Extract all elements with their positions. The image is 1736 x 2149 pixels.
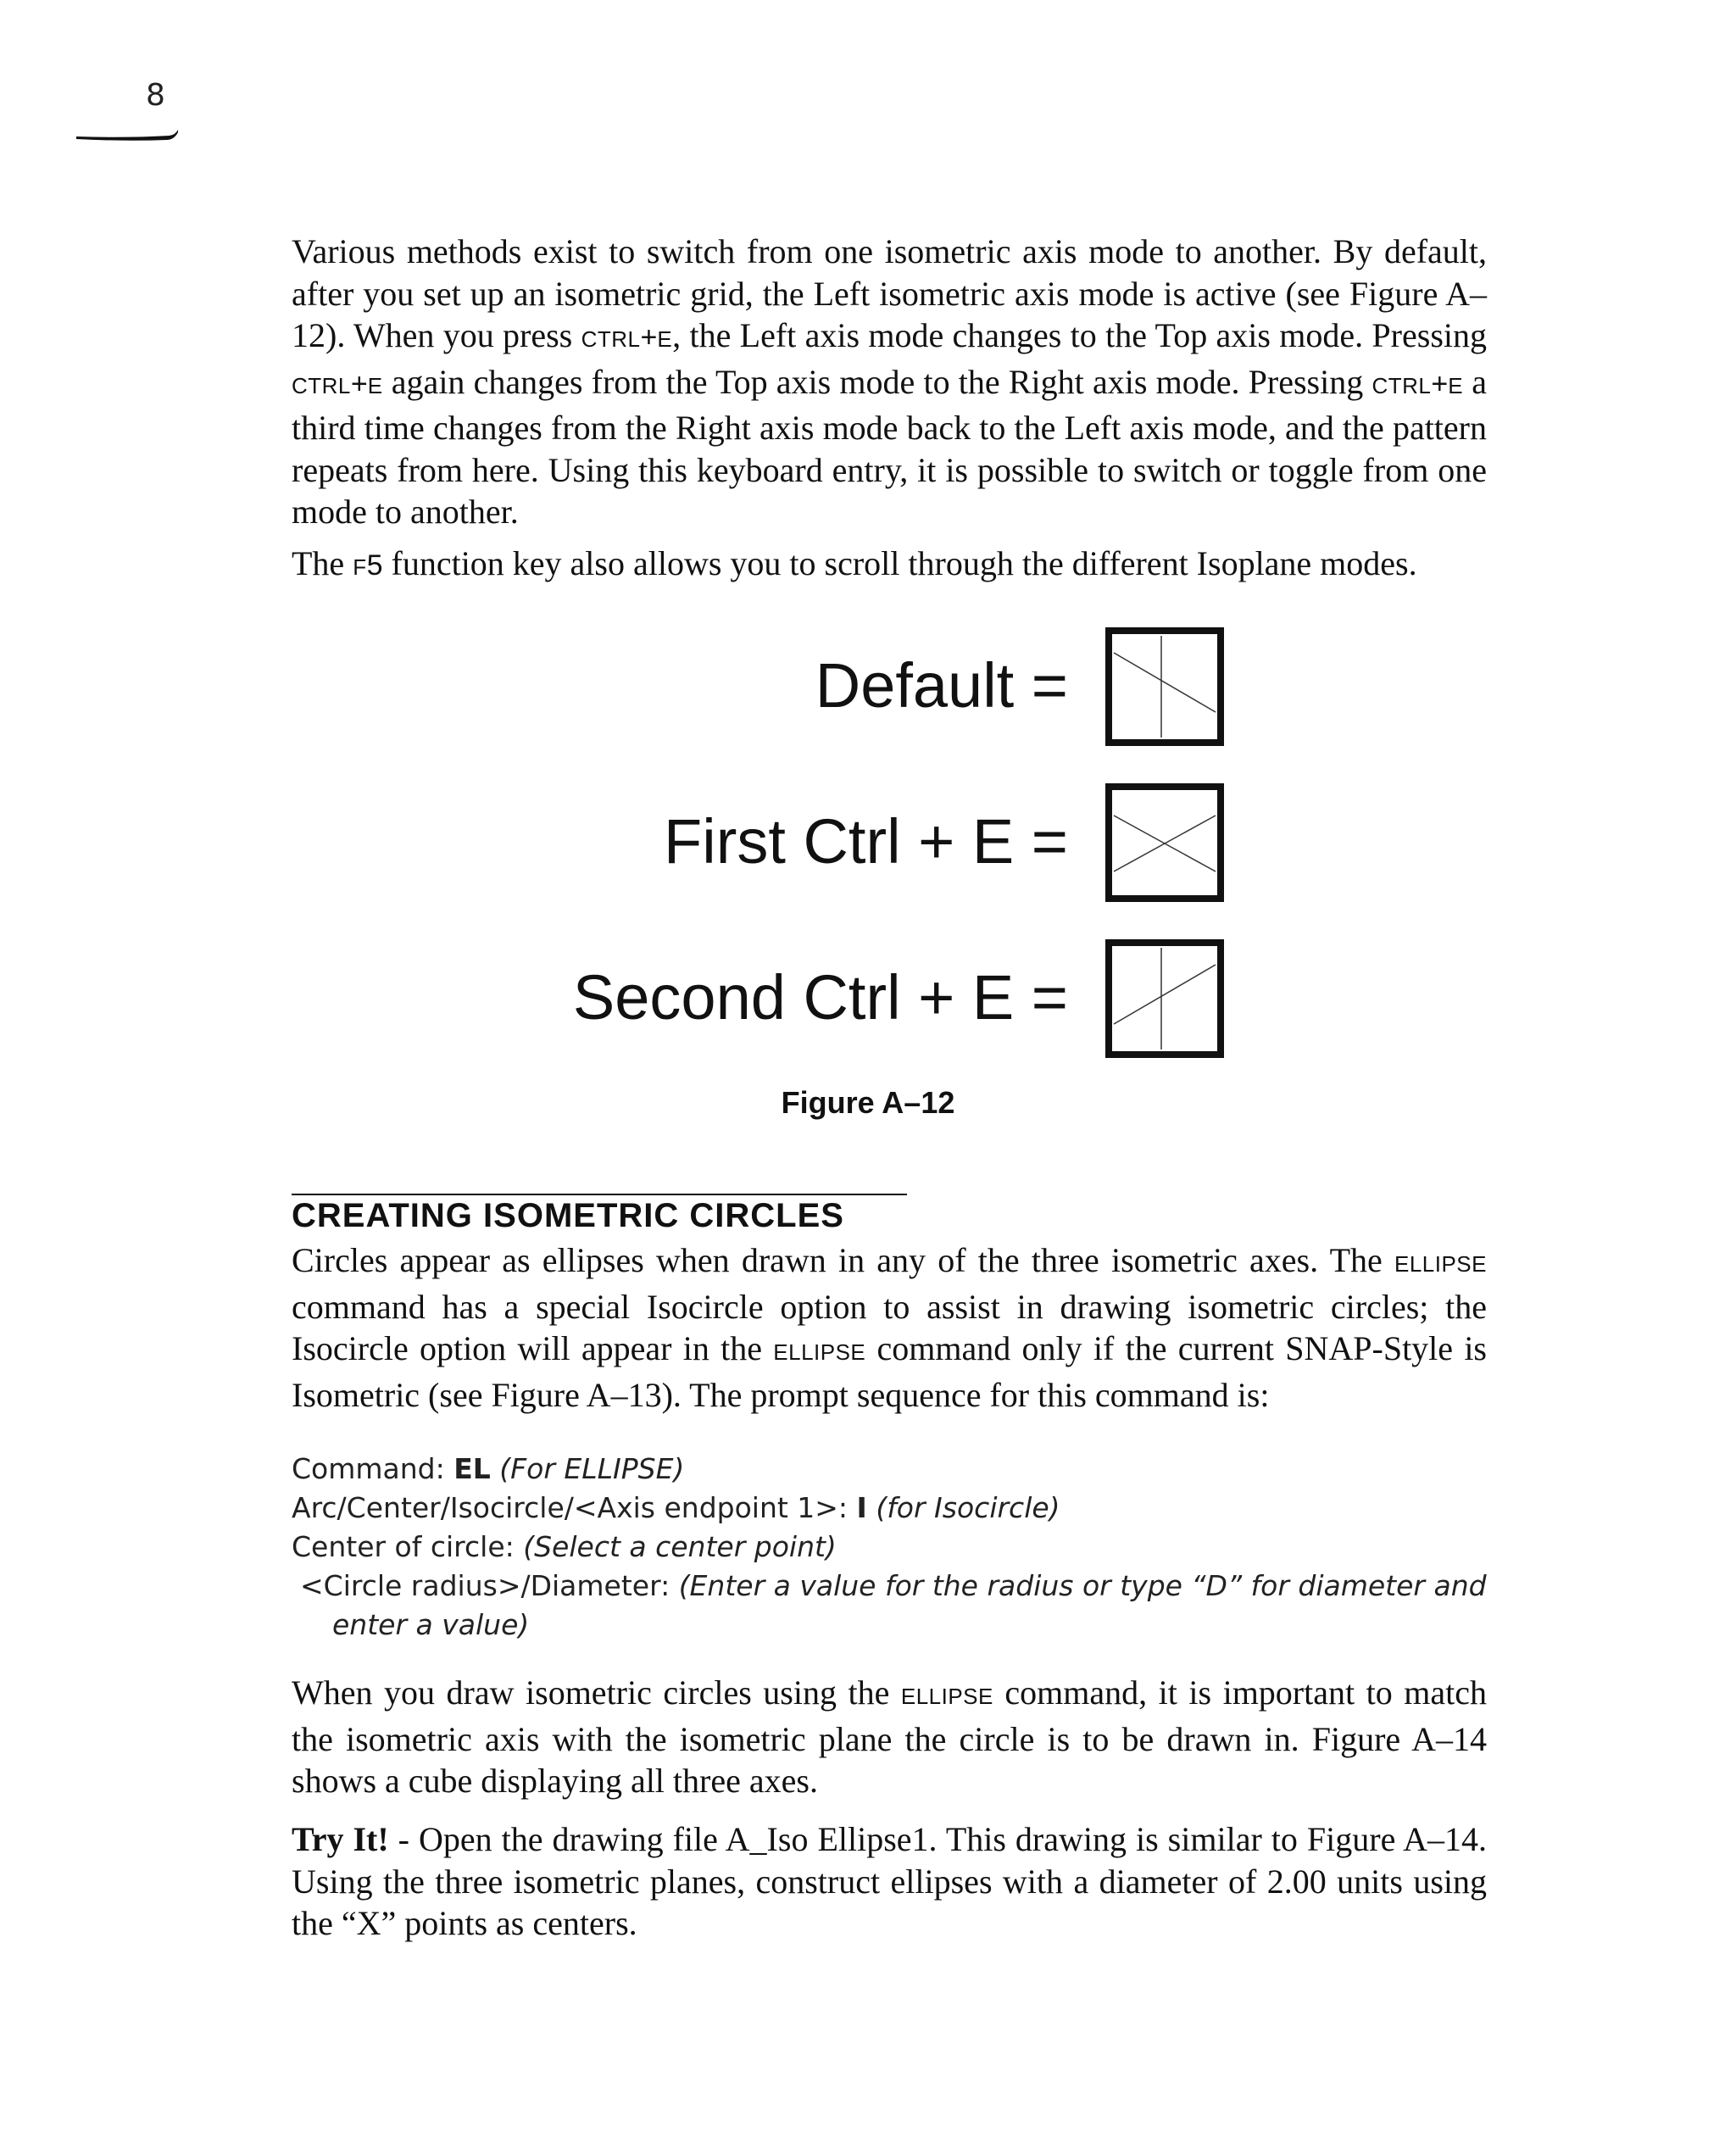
para1-text-3: again changes from the Top axis mode to the Right axis mode. Pressing bbox=[382, 362, 1372, 401]
command-prompt: <Circle radius>/Diameter: bbox=[300, 1569, 679, 1602]
key-e: E bbox=[367, 372, 383, 398]
command-input: I bbox=[856, 1491, 867, 1524]
isoplane-right-icon bbox=[1105, 939, 1224, 1058]
command-input: EL bbox=[453, 1452, 491, 1485]
page-corner-rule bbox=[75, 127, 180, 142]
key-e: E bbox=[1448, 372, 1464, 398]
command-prompt: Command: bbox=[292, 1452, 454, 1485]
ellipse-command: ELLIPSE bbox=[900, 1684, 993, 1709]
isoplane-top-icon bbox=[1105, 783, 1224, 902]
figure-row-second bbox=[475, 939, 1238, 1058]
body-paragraph-2 bbox=[292, 543, 1487, 589]
command-line-2 bbox=[292, 1489, 1495, 1528]
figure-row-first bbox=[475, 783, 1238, 902]
para5-text-1: - Open the drawing file A_Iso Ellipse1. This drawing is similar to Figure A–14. Using the three isometric planes, construct ellipses with a diameter of 2.00 units using the “X” points as centers. bbox=[292, 1820, 1487, 1942]
command-note: (Select a center point) bbox=[523, 1530, 837, 1563]
command-sequence bbox=[292, 1450, 1495, 1645]
figure-row-default bbox=[475, 627, 1238, 746]
command-prompt: Arc/Center/Isocircle/<Axis endpoint 1>: bbox=[292, 1491, 857, 1524]
command-line-3 bbox=[292, 1528, 1495, 1567]
key-plus: + bbox=[350, 367, 368, 400]
page-number: 8 bbox=[146, 78, 165, 113]
body-paragraph-4 bbox=[292, 1672, 1487, 1802]
key-ctrl: CTRL bbox=[581, 326, 641, 352]
command-note: (for Isocircle) bbox=[866, 1491, 1060, 1524]
figure-label-first: First Ctrl + E = bbox=[664, 806, 1068, 877]
try-it-label: Try It! bbox=[292, 1820, 389, 1858]
para2-text-1: The bbox=[292, 544, 353, 582]
para3-text-2: command has a special Isocircle option to assist in drawing isometric circles; the Isocircle option will appear in the bbox=[292, 1287, 1487, 1367]
body-paragraph-3 bbox=[292, 1239, 1487, 1416]
command-line-4 bbox=[292, 1567, 1495, 1606]
isoplane-left-icon bbox=[1105, 627, 1224, 746]
command-note: (Enter a value for the radius or type “D” for diameter and bbox=[678, 1569, 1487, 1602]
figure-label-default: Default = bbox=[815, 650, 1068, 721]
figure-label-second: Second Ctrl + E = bbox=[572, 962, 1068, 1033]
key-5: 5 bbox=[366, 549, 383, 582]
section-divider bbox=[292, 1194, 907, 1195]
para2-text-2: function key also allows you to scroll through the different Isoplane modes. bbox=[382, 544, 1417, 582]
key-e: E bbox=[657, 326, 673, 352]
command-line-1 bbox=[292, 1450, 1495, 1489]
key-ctrl: CTRL bbox=[1372, 372, 1432, 398]
para3-text-3: command only if the current SNAP-Style is Isometric (see Figure A–13). The prompt sequence for this command is: bbox=[292, 1329, 1487, 1414]
body-paragraph-5 bbox=[292, 1818, 1487, 1945]
ellipse-command: ELLIPSE bbox=[1394, 1251, 1487, 1277]
section-heading: CREATING ISOMETRIC CIRCLES bbox=[292, 1197, 844, 1234]
para4-text-1: When you draw isometric circles using the bbox=[292, 1673, 901, 1712]
para1-text-1: Various methods exist to switch from one isometric axis mode to another. By default, after you set up an isometric grid, the Left isometric axis mode is active (see Figure A–12). When you press bbox=[292, 232, 1487, 354]
command-prompt: Center of circle: bbox=[292, 1530, 524, 1563]
key-plus: + bbox=[640, 321, 658, 354]
key-f: F bbox=[353, 554, 367, 580]
command-note: (For ELLIPSE) bbox=[490, 1452, 685, 1485]
para3-text-1: Circles appear as ellipses when drawn in any of the three isometric axes. The bbox=[292, 1241, 1394, 1279]
para1-text-4: a third time changes from the Right axis mode back to the Left axis mode, and the pattern repeats from here. Using this keyboard entry, it is possible to switch or toggle from one mode to another. bbox=[292, 362, 1487, 531]
figure-caption: Figure A–12 bbox=[781, 1085, 955, 1120]
para4-text-2: command, it is important to match the isometric axis with the isometric plane the circle is to be drawn in. Figure A–14 shows a cube displaying all three axes. bbox=[292, 1673, 1487, 1800]
command-line-5 bbox=[292, 1606, 1495, 1645]
key-plus: + bbox=[1431, 367, 1449, 400]
body-paragraph-1 bbox=[292, 231, 1487, 533]
ellipse-command: ELLIPSE bbox=[773, 1339, 866, 1365]
key-ctrl: CTRL bbox=[292, 372, 351, 398]
command-note: enter a value) bbox=[332, 1608, 530, 1641]
para1-text-2: , the Left axis mode changes to the Top axis mode. Pressing bbox=[672, 316, 1487, 354]
